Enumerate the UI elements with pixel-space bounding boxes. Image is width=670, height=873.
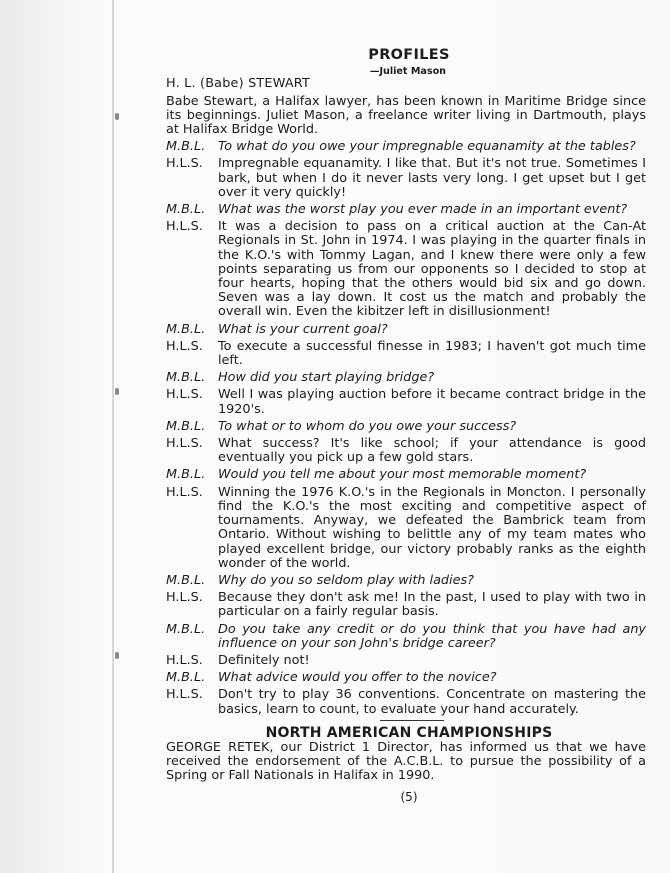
- intro-paragraph: Babe Stewart, a Halifax lawyer, has been known in Maritime Bridge since its beginnings. Juliet Mason, a freelance writer living in Dartmouth, plays at Halifax Bridge World.: [166, 93, 646, 138]
- interview-answer: [166, 388, 646, 416]
- interview-question: [166, 623, 646, 651]
- interview-question: [166, 203, 646, 217]
- profile-subject: H. L. (Babe) STEWART: [166, 76, 310, 92]
- speaker-label: H.L.S.: [166, 484, 203, 500]
- speech-text: What was the worst play you ever made in an important event?: [218, 202, 628, 218]
- section-paragraph: GEORGE RETEK, our District 1 Director, has informed us that we have received the endorsement of the A.C.B.L. to pursue the possibility of a Spring or Fall Nationals in Halifax in 1990.: [166, 739, 646, 784]
- binding-edge: [112, 0, 114, 873]
- interview-answer: [166, 688, 646, 716]
- interview-question: [166, 574, 646, 588]
- speech-text: What is your current goal?: [218, 321, 388, 337]
- speaker-label: H.L.S.: [166, 156, 203, 172]
- punch-mark: [115, 652, 119, 659]
- section-heading: NORTH AMERICAN CHAMPIONSHIPS: [265, 724, 553, 741]
- interview-answer: [166, 591, 646, 619]
- speaker-label: M.B.L.: [166, 202, 206, 218]
- interview-answer: [166, 437, 646, 465]
- speaker-label: H.L.S.: [166, 338, 203, 354]
- speaker-label: M.B.L.: [166, 321, 206, 337]
- interview-answer: [166, 157, 646, 200]
- speaker-label: M.B.L.: [166, 370, 206, 386]
- speech-text: Winning the 1976 K.O.'s in the Regionals in Moncton. I personally find the K.O.'s the most exciting and competitive aspect of tournaments. Anyway, we defeated the Bambrick team from Ontario. Without wishing to belittle any of my team mates who played excellent bridge, our victory probably ranks as the eighth wonder of the world.: [218, 484, 646, 571]
- interview-answer: [166, 340, 646, 368]
- speaker-label: M.B.L.: [166, 139, 206, 155]
- section-divider: [380, 720, 444, 721]
- speech-text: Well I was playing auction before it became contract bridge in the 1920's.: [218, 387, 646, 417]
- interview-answer: [166, 654, 646, 668]
- interview-question: [166, 371, 646, 385]
- interview-question: [166, 420, 646, 434]
- speaker-label: H.L.S.: [166, 590, 203, 606]
- interview-question: [166, 323, 646, 337]
- interview-question: [166, 140, 646, 154]
- speaker-label: H.L.S.: [166, 652, 203, 668]
- article: [166, 48, 646, 804]
- speaker-label: M.B.L.: [166, 572, 206, 588]
- speech-text: To what or to whom do you owe your success?: [218, 418, 517, 434]
- speech-text: Why do you so seldom play with ladies?: [218, 572, 474, 588]
- interview-question: [166, 671, 646, 685]
- speech-text: Definitely not!: [218, 652, 310, 668]
- speech-text: What advice would you offer to the novice?: [218, 670, 497, 686]
- speech-text: Would you tell me about your most memorable moment?: [218, 467, 587, 483]
- page-number: (5): [400, 789, 418, 804]
- speaker-label: H.L.S.: [166, 219, 203, 235]
- interview-answer: [166, 486, 646, 571]
- speech-text: What success? It's like school; if your attendance is good eventually you pick up a few gold stars.: [218, 436, 646, 466]
- speech-text: Because they don't ask me! In the past, I used to play with two in particular on a fairly regular basis.: [218, 590, 646, 620]
- speech-text: How did you start playing bridge?: [218, 370, 435, 386]
- speaker-label: H.L.S.: [166, 687, 203, 703]
- speech-text: It was a decision to pass on a critical auction at the Can-At Regionals in St. John in 1974. I was playing in the quarter finals in the K.O.'s with Tommy Lagan, and I knew there were only a few points separating us from our opponents so I decided to stop at four hearts, hoping that the others would bid six and go down. Seven was a lay down. It cost us the match and probably the overall win. Even the kibitzer left in disillusionment!: [218, 219, 646, 320]
- page-title: PROFILES: [368, 47, 450, 63]
- speaker-label: M.B.L.: [166, 418, 206, 434]
- punch-mark: [115, 113, 119, 120]
- speech-text: To what do you owe your impregnable equanamity at the tables?: [218, 139, 636, 155]
- speaker-label: M.B.L.: [166, 621, 206, 637]
- interview-question: [166, 468, 646, 482]
- speaker-label: H.L.S.: [166, 387, 203, 403]
- speaker-label: M.B.L.: [166, 467, 206, 483]
- interview-answer: [166, 220, 646, 319]
- byline-text: —Juliet Mason: [369, 66, 446, 78]
- speech-text: Don't try to play 36 conventions. Concentrate on mastering the basics, learn to count, to evaluate your hand accurately.: [218, 687, 646, 717]
- interview: [166, 140, 646, 717]
- speech-text: To execute a successful finesse in 1983; I haven't got much time left.: [218, 338, 646, 369]
- speaker-label: H.L.S.: [166, 436, 203, 452]
- speaker-label: M.B.L.: [166, 670, 206, 686]
- speech-text: Impregnable equanamity. I like that. But it's not true. Sometimes I bark, but when I do it never lasts very long. I get upset but I get over it very quickly!: [218, 156, 646, 200]
- speech-text: Do you take any credit or do you think that you have had any influence on your son John's bridge career?: [218, 621, 646, 651]
- punch-mark: [115, 388, 119, 395]
